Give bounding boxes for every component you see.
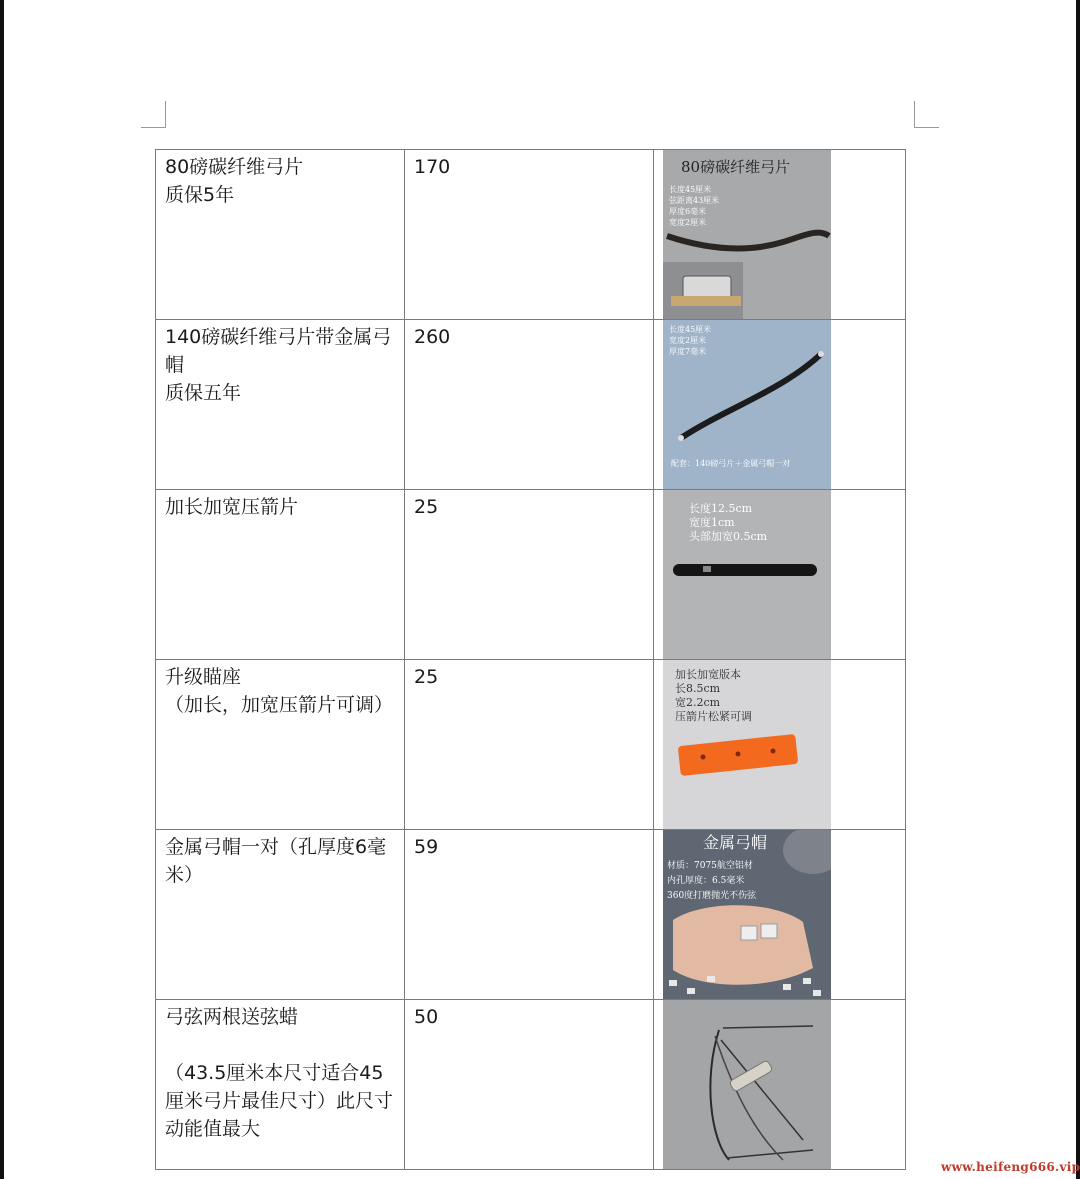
svg-text:压箭片松紧可调: 压箭片松紧可调 — [675, 710, 752, 723]
product-price: 25 — [414, 666, 439, 688]
svg-text:80磅碳纤维弓片: 80磅碳纤维弓片 — [681, 158, 791, 176]
svg-text:长度45厘米: 长度45厘米 — [669, 325, 712, 334]
product-price-cell — [405, 660, 654, 830]
product-name-cell — [156, 320, 405, 490]
svg-text:360度打磨抛光不伤弦: 360度打磨抛光不伤弦 — [667, 891, 757, 901]
product-table — [155, 149, 906, 1170]
product-image-cell — [654, 150, 906, 320]
product-price: 260 — [414, 326, 451, 348]
svg-text:厚度7毫米: 厚度7毫米 — [669, 347, 707, 356]
product-price: 59 — [414, 836, 439, 858]
product-price: 50 — [414, 1006, 439, 1028]
svg-text:配套：140磅弓片＋金属弓帽一对: 配套：140磅弓片＋金属弓帽一对 — [671, 459, 791, 468]
svg-text:头部加宽0.5cm: 头部加宽0.5cm — [689, 530, 768, 543]
page-corner-mark-left — [141, 101, 166, 128]
product-name-cell — [156, 150, 405, 320]
product-name-cell — [156, 830, 405, 1000]
svg-text:宽度2厘米: 宽度2厘米 — [669, 336, 707, 345]
product-image-cell — [654, 320, 906, 490]
svg-text:长度12.5cm: 长度12.5cm — [689, 502, 753, 515]
table-row — [156, 1000, 906, 1170]
page-corner-mark-right — [914, 101, 939, 128]
product-name: 140磅碳纤维弓片带金属弓帽 质保五年 — [165, 326, 392, 404]
sight-mount-photo — [663, 660, 831, 829]
svg-text:长度45厘米: 长度45厘米 — [669, 185, 712, 194]
bowstring-photo — [663, 1000, 831, 1169]
site-watermark: www.heifeng666.vip — [941, 1160, 1080, 1174]
limb-with-caps-photo — [663, 320, 831, 489]
metal-caps-photo — [663, 830, 831, 999]
product-price-cell — [405, 320, 654, 490]
table-row — [156, 320, 906, 490]
svg-text:内孔厚度：6.5毫米: 内孔厚度：6.5毫米 — [667, 876, 745, 886]
product-image-cell — [654, 660, 906, 830]
product-price-cell — [405, 150, 654, 320]
product-price: 170 — [414, 156, 451, 178]
product-name: 升级瞄座 （加长，加宽压箭片可调） — [165, 666, 394, 716]
product-image-cell — [654, 1000, 906, 1170]
product-image-cell — [654, 490, 906, 660]
product-name-cell — [156, 1000, 405, 1170]
product-name: 80磅碳纤维弓片 质保5年 — [165, 156, 304, 206]
svg-text:弦距离43厘米: 弦距离43厘米 — [669, 196, 720, 205]
product-name-cell — [156, 490, 405, 660]
svg-text:宽度1cm: 宽度1cm — [689, 516, 735, 529]
svg-text:长8.5cm: 长8.5cm — [675, 682, 721, 695]
svg-text:宽2.2cm: 宽2.2cm — [675, 696, 721, 709]
svg-text:厚度6毫米: 厚度6毫米 — [669, 207, 707, 216]
product-price-cell — [405, 1000, 654, 1170]
left-edge-bar — [0, 0, 4, 1179]
svg-text:宽度2厘米: 宽度2厘米 — [669, 218, 707, 227]
right-edge-bar — [1076, 0, 1080, 1179]
product-name: 加长加宽压箭片 — [165, 496, 299, 518]
svg-text:材质：7075航空铝材: 材质：7075航空铝材 — [667, 861, 753, 871]
svg-text:加长加宽版本: 加长加宽版本 — [675, 668, 741, 681]
table-row — [156, 830, 906, 1000]
product-price-cell — [405, 830, 654, 1000]
product-image-cell — [654, 830, 906, 1000]
svg-text:金属弓帽: 金属弓帽 — [703, 833, 768, 852]
product-name-cell — [156, 660, 405, 830]
table-row — [156, 150, 906, 320]
product-name: 弓弦两根送弦蜡 （43.5厘米本尺寸适合45厘米弓片最佳尺寸）此尺寸动能值最大 — [165, 1006, 394, 1140]
product-name: 金属弓帽一对（孔厚度6毫米） — [165, 836, 387, 886]
table-row — [156, 490, 906, 660]
arrow-rest-photo — [663, 490, 831, 659]
bow-limb-photo — [663, 150, 831, 319]
table-row — [156, 660, 906, 830]
product-price-cell — [405, 490, 654, 660]
product-price: 25 — [414, 496, 439, 518]
